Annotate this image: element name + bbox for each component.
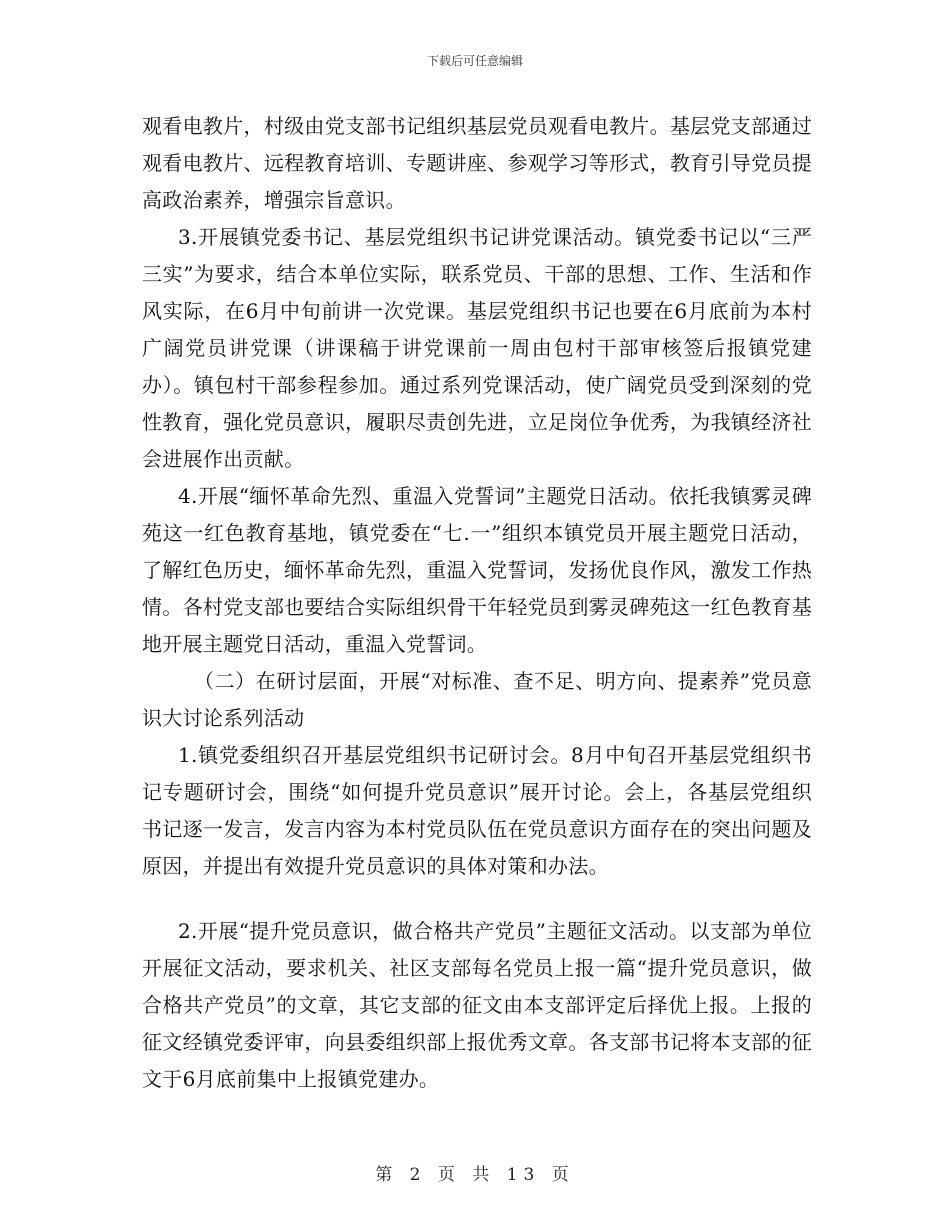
paragraph-continuation: 观看电教片，村级由党支部书记组织基层党员观看电教片。基层党支部通过观看电教片、远程教育培训、专题讲座、参观学习等形式，教育引导党员提高政治素养，增强宗旨意识。 [142, 114, 812, 212]
section-heading-2: （二）在研讨层面，开展“对标准、查不足、明方向、提素养”党员意识大讨论系列活动 [142, 669, 812, 730]
paragraph-item-2: 2.开展“提升党员意识，做合格共产党员”主题征文活动。以支部为单位开展征文活动，要求机关、社区支部每名党员上报一篇“提升党员意识，做合格共产党员”的文章，其它支部的征文由本支部评定后择优上报。上报的征文经镇党委评审，向县委组织部上报优秀文章。各支部书记将本支部的征文于6月底前集中上报镇党建办。 [142, 919, 812, 1091]
document-body [142, 108, 812, 1098]
page-header-note: 下载后可任意编辑 [426, 54, 523, 68]
paragraph-item-3: 3.开展镇党委书记、基层党组织书记讲党课活动。镇党委书记以“三严三实”为要求，结合本单位实际，联系党员、干部的思想、工作、生活和作风实际，在6月中旬前讲一次党课。基层党组织书记也要在6月底前为本村广阔党员讲党课（讲课稿于讲党课前一周由包村干部审核签后报镇党建办）。镇包村干部参程参加。通过系列党课活动，使广阔党员受到深刻的党性教育，强化党员意识，履职尽责创先进，立足岗位争优秀，为我镇经济社会进展作出贡献。 [142, 225, 812, 471]
paragraph-item-4: 4.开展“缅怀革命先烈、重温入党誓词”主题党日活动。依托我镇雾灵碑苑这一红色教育基地，镇党委在“七.一”组织本镇党员开展主题党日活动，了解红色历史，缅怀革命先烈，重温入党誓词，发扬优良作风，激发工作热情。各村党支部也要结合实际组织骨干年轻党员到雾灵碑苑这一红色教育基地开展主题党日活动，重温入党誓词。 [142, 484, 812, 656]
page-number-footer: 第 2 页 共 13 页 [375, 1165, 575, 1185]
paragraph-item-1: 1.镇党委组织召开基层党组织书记研讨会。8月中旬召开基层党组织书记专题研讨会，围绕“如何提升党员意识”展开讨论。会上，各基层党组织书记逐一发言，发言内容为本村党员队伍在党员意识方面存在的突出问题及原因，并提出有效提升党员意识的具体对策和办法。 [142, 743, 812, 878]
